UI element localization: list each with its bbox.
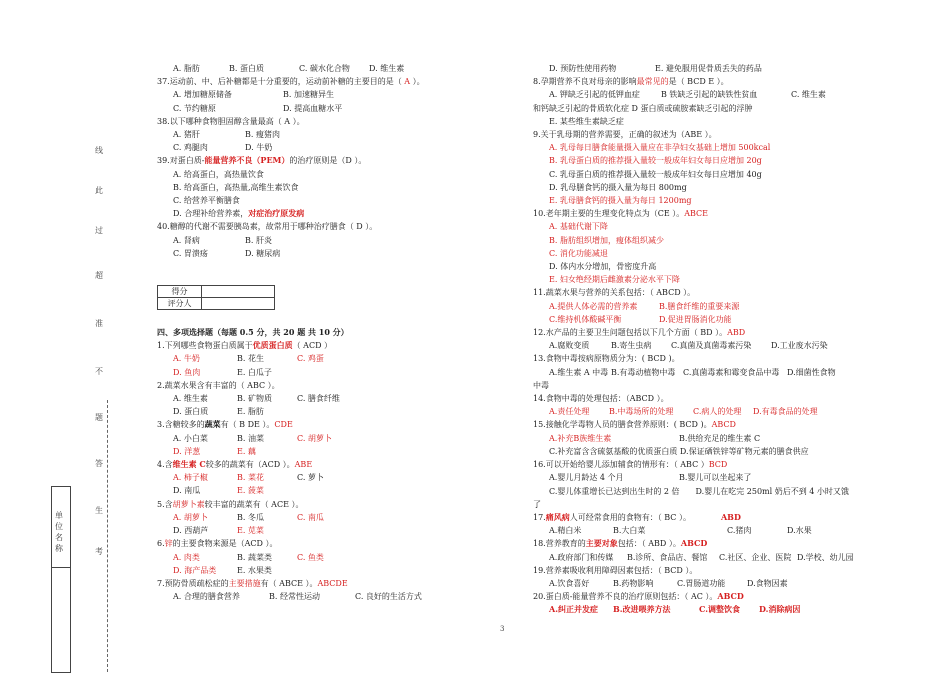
option: D. 体内水分增加，骨密度升高 [549,262,657,272]
options-line: D. 预防性使用药物 E. 避免服用促骨质丢失的药品 [549,64,762,73]
option: B. 脂肪组织增加，瘦体组织减少 [549,235,664,245]
options-line: A.纠正并发症 B.改进喂养方法 C.调整饮食 D.消除病因 [549,604,801,615]
question-m4: 4.含维生素 C较多的蔬菜有（ACD ）。ABE [157,459,313,470]
option: B. 给高蛋白，高热量,高维生素饮食 [173,182,299,192]
options-line: A.婴儿月龄达 4 个月 B.婴儿可以坐起来了 [549,473,752,483]
options-line: D. 南瓜 E. 菠菜 [173,486,264,496]
binding-dashed-line [107,400,108,672]
question-37: 37.运动前、中、后补糖都是十分重要的，运动前补糖的主要目的是（ A ）。 [157,77,425,87]
options-line: C. 胃溃疡 D. 糖尿病 [173,248,281,258]
unit-name-label: 单位名称 [55,511,63,553]
option: 和钙缺乏引起的骨质软化症 D 蛋白质或硫胺素缺乏引起的浮肿 [533,103,753,113]
binding-char: 考 [95,547,103,556]
option: C.婴儿体重增长已达到出生时的 2 倍 D.婴儿在吃完 250ml 奶后不到 4 小时又饿 [549,486,849,496]
question-m18: 18.营养教育的主要对象包括：（ ABD ）。ABCD [533,538,708,549]
question-40: 40.糖醇的代谢不需要胰岛素，故常用于哪种治疗膳食（ D ）。 [157,222,378,232]
option: C. 碳水化合物 [299,64,350,73]
question-m2: 2.蔬菜水果含有丰富的（ ABC ）。 [157,380,280,390]
options-line: C.维持机体酸碱平衡 D.促进胃肠消化功能 [549,314,732,324]
options-line: A. 猪肝 B. 瘦猪肉 [173,130,280,140]
option: C. 消化功能减退 [549,248,608,258]
question-m7: 7.预防骨质疏松症的主要措施有（ ABCE ）。ABCDE [157,578,348,588]
question-m8: 8.孕期营养不良对母亲的影响最常见的是（ BCD E ）。 [533,77,729,87]
options-line: A.精白米 B.大白菜 C.猪肉 D.水果 [549,526,812,536]
score-label: 得分 [158,286,202,298]
options-line: A. 合理的膳食营养 B. 经常性运动 C. 良好的生活方式 [173,592,422,602]
option: A. 基础代谢下降 [549,222,608,232]
question-m14: 14.食物中毒的处理包括：（ABCD ）。 [533,394,669,404]
option: D. 合理补给营养素，对症治疗原发病 [173,208,305,219]
binding-char: 此 [95,186,103,195]
options-line: A.政府部门和传媒 B.诊所、食品店、餐馆 C.社区、企业、医院 D.学校、幼儿园 [549,552,854,562]
option: 中毒 [533,380,549,390]
option: A. 给高蛋白，高热量饮食 [173,169,264,179]
right-column [533,62,854,617]
grader-label: 评分人 [158,298,202,310]
question-m17: 17.痛风病人可经常食用的食物有：（ BC ）。 ABD [533,511,741,522]
binding-char: 答 [95,459,103,468]
options-line: A. 牛奶 B. 花生 C. 鸡蛋 [173,354,324,364]
question-m12: 12.水产品的主要卫生问题包括以下几个方面（ BD ）。ABD [533,328,746,338]
options-line: C. 节约糖原 D. 提高血糖水平 [173,103,343,113]
option: C. 给营养平衡膳食 [173,196,240,206]
option: C.补充富含含硫氨基酸的优质蛋白质 D.保证硒铁锌等矿物元素的膳食供应 [549,446,809,456]
question-m19: 19.营养素吸收利用障碍因素包括：（ BCD ）。 [533,565,698,575]
options-line: C. 鸡腿肉 D. 牛奶 [173,143,273,153]
question-m1: 1.下列哪些食物蛋白质属于优质蛋白质（ ACD ） [157,340,333,351]
option: B. 蛋白质 [229,64,264,73]
question-m3: 3.含糖较多的蔬菜有（ B DE ）。CDE [157,419,293,430]
option: E. 乳母膳食钙的摄入量为每日 1200mg [549,196,692,206]
answer: A [404,77,411,87]
options-line: A.责任处理 B.中毒场所的处理 C.病人的处理 D.有毒食品的处理 [549,407,818,417]
binding-char: 线 [95,146,103,155]
page-number: 3 [500,625,505,633]
question-m11: 11.蔬菜水果与营养的关系包括：（ ABCD ）。 [533,288,696,298]
unit-name-field [51,566,71,673]
binding-char: 超 [95,271,103,280]
options-line: A. 胡萝卜 B. 冬瓜 C. 南瓜 [173,512,324,522]
option: D. 乳母膳食钙的摄入量为每日 800mg [549,182,687,192]
section-heading: 四、多项选择题（每题 0.5 分，共 20 题 共 10 分） [157,327,349,338]
option: B. 乳母蛋白质的推荐摄入量较一般成年妇女每日应增加 20g [549,156,762,166]
question-m9: 9.关于乳母期的营养需要，正确的叙述为（ABE ）。 [533,130,717,140]
left-column [157,62,475,603]
binding-char: 题 [95,413,103,422]
question-m10: 10.老年期主要的生理变化特点为（CE ）。ABCE [533,209,708,219]
option: A. 脂肪 [173,64,200,73]
options-line [157,62,475,75]
binding-char: 不 [95,367,103,376]
options-line: A. 小白菜 B. 油菜 C. 胡萝卜 [173,433,332,443]
question-m6: 6.锌的主要食物来源是（ACD ）。 [157,539,278,549]
options-line: A.饮食喜好 B.药物影响 C.胃肠道功能 D.食物因素 [549,578,788,588]
options-line: A. 肉类 B. 蔬菜类 C. 鱼类 [173,552,324,562]
options-line: A. 柿子椒 B. 菜花 C. 萝卜 [173,473,324,483]
option: E. 妇女绝经期后雌激素分泌水平下降 [549,275,680,285]
options-line: D. 西葫芦 E. 苋菜 [173,526,264,536]
options-line: A.维生素 A 中毒 B.有毒动植物中毒 C.真菌毒素和霉变食品中毒 D.细菌性食物 [549,367,836,377]
option: 了 [533,499,541,509]
options-line: A.提供人体必需的营养素 B.膳食纤维的重要来源 [549,301,740,311]
question-m15: 15.接触化学毒物人员的膳食营养原则：( BCD )。ABCD [533,420,736,430]
question-38: 38.以下哪种食物胆固醇含量最高（ A ）。 [157,116,305,126]
question-m20: 20.蛋白质-能量营养不良的治疗原则包括：（ AC ）。ABCD [533,591,744,602]
option: C. 乳母蛋白质的推荐摄入量较一般成年妇女每日应增加 40g [549,169,762,179]
options-line: D. 鱼肉 E. 白瓜子 [173,367,272,377]
options-line: D. 海产品类 E. 水果类 [173,565,272,575]
options-line: A. 肾病 B. 肝炎 [173,235,272,245]
question-m16: 16.可以开始给婴儿添加辅食的情形有：（ ABC ）BCD [533,460,728,470]
binding-char: 准 [95,319,103,328]
question-39: 39.对蛋白质-能量营养不良（PEM）的治疗原则是（D ）。 [157,155,367,166]
question-m13: 13.食物中毒按病原物质分为：( BCD )。 [533,354,680,364]
options-line: D. 洋葱 E. 藕 [173,446,256,456]
option: E. 某些维生素缺乏症 [549,116,624,126]
options-line: A. 增加糖原储备 B. 加速糖异生 [173,90,334,100]
options-line: A.补充B族维生素 B.供给充足的维生素 C [549,433,761,443]
binding-char: 过 [95,226,103,235]
options-line: A. 维生素 B. 矿物质 C. 膳食纤维 [173,394,340,404]
options-line: D. 蛋白质 E. 脂肪 [173,407,264,417]
options-line: A.腐败变质 B.寄生虫病 C.真菌及真菌毒素污染 D.工业废水污染 [549,341,828,351]
option: A. 乳母每日膳食能量摄入量应在非孕妇女基础上增加 500kcal [549,143,771,153]
option: D. 维生素 [369,64,405,73]
binding-char: 生 [95,506,103,515]
question-m5: 5.含胡萝卜素较丰富的蔬菜有（ ACE ）。 [157,499,304,509]
options-line: A. 钾缺乏引起的低钾血症 B 铁缺乏引起的缺铁性贫血 C. 维生素 [549,90,826,100]
